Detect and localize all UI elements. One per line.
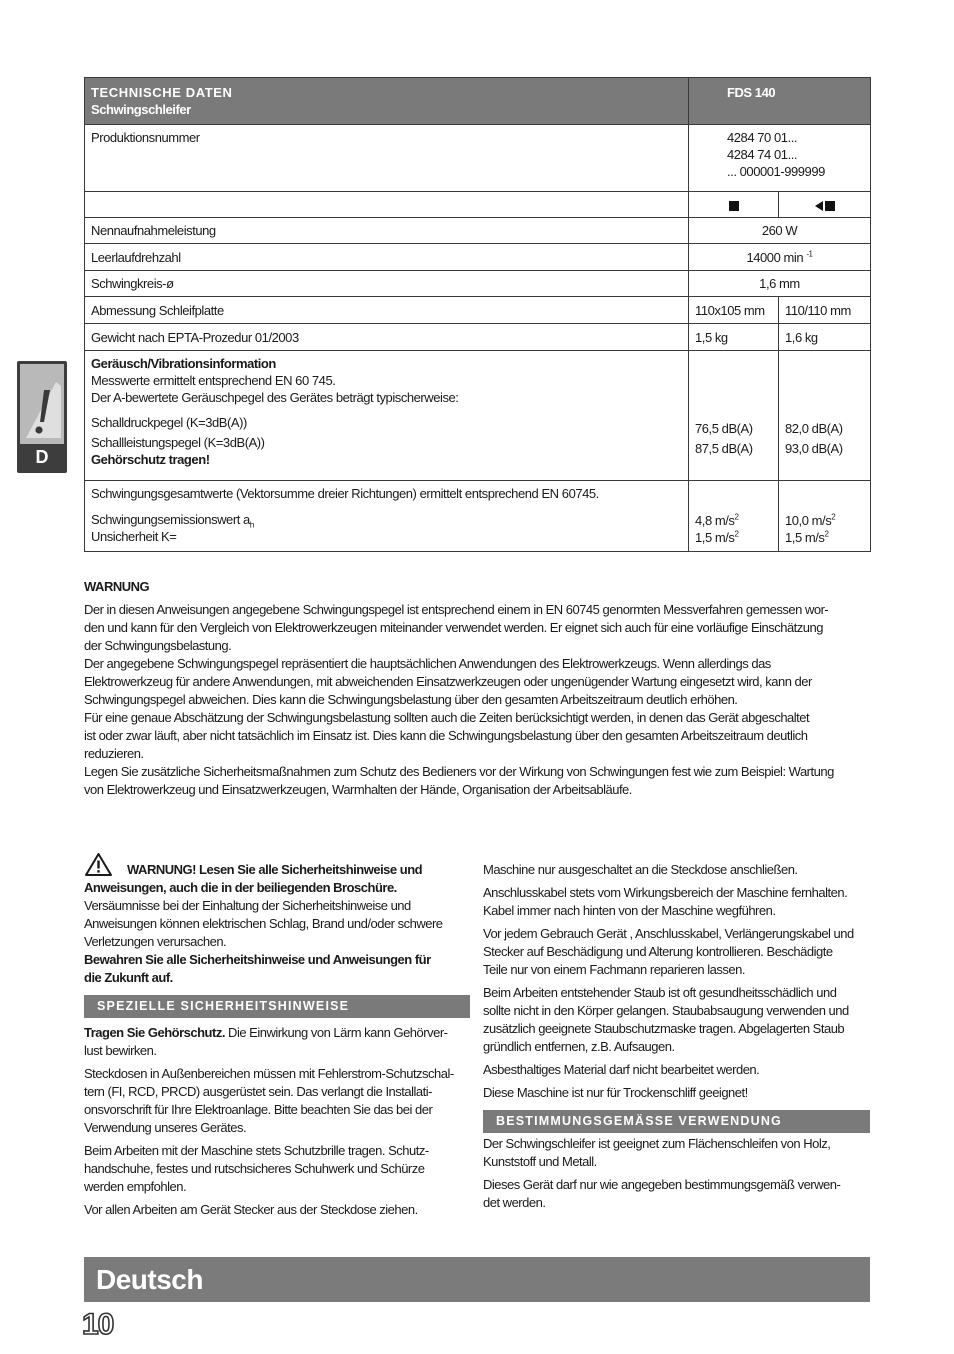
row-value: 1,5 kg — [689, 324, 779, 351]
warning-text: Der in diesen Anweisungen angegebene Schwingungspegel ist entsprechend einem in EN 60745 genormten Messverfahren gemessen wor- — [84, 602, 829, 617]
safety-warning-text: Verletzungen verursachen. — [84, 934, 227, 949]
paragraph-line: Anschlusskabel stets vom Wirkungsbereich der Maschine fernhalten. — [483, 885, 848, 900]
paragraph-line: Dieses Gerät darf nur wie angegeben bestimmungsgemäß verwen- — [483, 1177, 841, 1192]
noise-value: 76,5 dB(A) — [695, 421, 753, 436]
spec-table-subtitle: Schwingschleifer — [91, 102, 191, 117]
row-label: Leerlaufdrehzahl — [85, 244, 689, 271]
warning-heading: WARNUNG — [84, 579, 150, 594]
warning-text: Der angegebene Schwingungspegel repräsentiert die hauptsächlichen Anwendungen des Elektrowerkzeugs. Wenn allerdings das — [84, 656, 771, 671]
vibration-emission-label: Schwingungsemissionswert $a_h$ — [91, 512, 254, 530]
vibration-warning — [84, 578, 874, 799]
vibration-value: 10,0 $m/s^2$ — [785, 512, 836, 528]
warning-triangle-icon — [84, 852, 113, 877]
warning-text: den und kann für den Vergleich von Elektrowerkzeugen miteinander verwendet werden. Er eignet sich auch für eine vorläufige Einschätzung — [84, 620, 823, 635]
keep-instructions-note: die Zukunft auf. — [84, 970, 173, 985]
exclamation-icon — [20, 364, 64, 444]
paragraph-line: lust bewirken. — [84, 1043, 157, 1058]
noise-pressure-label: Schalldruckpegel (K=3dB(A)) — [91, 415, 247, 430]
table-row — [85, 324, 871, 351]
safety-warning-text: Anweisungen können elektrischen Schlag, Brand und/oder schwere — [84, 916, 443, 931]
unit-exponent: -1 — [806, 249, 813, 259]
paragraph-line: tern (FI, RCD, PRCD) ausgerüstet sein. Das verlangt die Installati- — [84, 1084, 432, 1099]
page-number: 10 — [82, 1308, 114, 1341]
language-letter: D — [35, 447, 49, 467]
left-column — [84, 852, 474, 1219]
section-title-intended-use: BESTIMMUNGSGEMÄSSE VERWENDUNG — [483, 1110, 870, 1133]
row-label: Abmessung Schleifplatte — [85, 297, 689, 324]
square-pad-icon-cell — [689, 192, 779, 218]
vibration-uncertainty-label: Unsicherheit K= — [91, 529, 177, 544]
vibration-value: 4,8 $m/s^2$ — [695, 512, 739, 528]
paragraph-line: handschuhe, festes und rutschsicheres Schuhwerk und Schürze — [84, 1161, 425, 1176]
paragraph-line: Beim Arbeiten entstehender Staub ist oft gesundheitsschädlich und — [483, 985, 837, 1000]
row-value: 1,6 mm — [689, 271, 871, 297]
safety-warning-text: Versäumnisse bei der Einhaltung der Sicherheitshinweise und — [84, 898, 411, 913]
delta-pad-icon-cell — [779, 192, 871, 218]
table-row — [85, 125, 871, 192]
spec-table — [84, 77, 871, 552]
vibration-value: 1,5 $m/s^2$ — [785, 529, 829, 545]
warning-text: von Elektrowerkzeug und Einsatzwerkzeugen, Warmhalten der Hände, Organisation der Arbeitsabläufe. — [84, 782, 632, 797]
right-column — [483, 861, 873, 1212]
table-row — [85, 244, 871, 271]
vibration-value: 1,5 $m/s^2$ — [695, 529, 739, 545]
row-label: Nennaufnahmeleistung — [85, 218, 689, 244]
paragraph-line: onsvorschrift für Ihre Elektroanlage. Bitte beachten Sie das bei der — [84, 1102, 433, 1117]
paragraph-line: Teile nur von einem Fachmann reparieren lassen. — [483, 962, 745, 977]
table-row-noise — [85, 351, 871, 481]
table-row-vibration — [85, 481, 871, 552]
paragraph-line: werden empfohlen. — [84, 1179, 187, 1194]
row-value: 260 W — [689, 218, 871, 244]
paragraph-line: Diese Maschine ist nur für Trockenschliff geeignet! — [483, 1085, 748, 1100]
warning-text: ist oder zwar läuft, aber nicht tatsächlich im Einsatz ist. Dies kann die Schwingungsbelastung über den gesamten Arbeitszeitraum deutlich — [84, 728, 808, 743]
safety-warning-heading: WARNUNG! Lesen Sie alle Sicherheitshinweise und — [127, 862, 423, 877]
square-pad-icon — [825, 201, 835, 211]
noise-heading: Geräusch/Vibrationsinformation — [91, 356, 276, 371]
noise-value: 87,5 dB(A) — [695, 441, 753, 456]
row-label: Gewicht nach EPTA-Prozedur 01/2003 — [85, 324, 689, 351]
production-numbers — [689, 125, 871, 192]
paragraph-line: Der Schwingschleifer ist geeignet zum Flächenschleifen von Holz, — [483, 1136, 831, 1151]
noise-value: 93,0 dB(A) — [785, 441, 843, 456]
warning-text: der Schwingungsbelastung. — [84, 638, 232, 653]
keep-instructions-note: Bewahren Sie alle Sicherheitshinweise und Anweisungen für — [84, 952, 431, 967]
table-row — [85, 192, 871, 218]
safety-warning-heading: Anweisungen, auch die in der beiliegenden Broschüre. — [84, 880, 397, 895]
table-row — [85, 218, 871, 244]
table-row — [85, 271, 871, 297]
row-label: Schwingkreis-ø — [85, 271, 689, 297]
paragraph-line: det werden. — [483, 1195, 546, 1210]
warning-text: reduzieren. — [84, 746, 144, 761]
warning-text: Schwingungspegel abweichen. Dies kann die Schwingungsbelastung über den gesamten Arbeitszeitraum deutlich erhöhen. — [84, 692, 738, 707]
table-row — [85, 297, 871, 324]
noise-line: Messwerte ermittelt entsprechend EN 60 745. — [91, 373, 336, 388]
language-side-tab — [17, 361, 67, 473]
row-value: 110/110 mm — [779, 297, 871, 324]
ear-protection-paragraph: Tragen Sie Gehörschutz. Die Einwirkung von Lärm kann Gehörver- — [84, 1025, 448, 1040]
production-label: Produktionsnummer — [85, 125, 689, 192]
production-number: ... 000001-999999 — [727, 164, 825, 179]
spec-table-header — [85, 78, 871, 125]
paragraph-line: Stecker auf Beschädigung und Alterung kontrollieren. Beschädigte — [483, 944, 833, 959]
warning-text: Elektrowerkzeug für andere Anwendungen, mit abweichenden Einsatzwerkzeugen oder ungenügender Wartung eingesetzt wird, kann der — [84, 674, 812, 689]
spec-table-title: TECHNISCHE DATEN — [91, 85, 233, 100]
paragraph-line: Beim Arbeiten mit der Maschine stets Schutzbrille tragen. Schutz- — [84, 1143, 429, 1158]
language-footer-bar — [84, 1257, 870, 1302]
warning-icon-panel — [20, 364, 64, 444]
paragraph-line: Maschine nur ausgeschaltet an die Steckdose anschließen. — [483, 862, 798, 877]
triangle-icon — [815, 201, 823, 211]
paragraph-line: Steckdosen in Außenbereichen müssen mit Fehlerstrom-Schutzschal- — [84, 1066, 454, 1081]
noise-value: 82,0 dB(A) — [785, 421, 843, 436]
ear-protection-note: Gehörschutz tragen! — [91, 452, 210, 467]
row-value — [689, 244, 871, 271]
row-value: 110x105 mm — [689, 297, 779, 324]
paragraph-line: zusätzlich geeignete Staubschutzmaske tragen. Abgelagerten Staub — [483, 1021, 845, 1036]
paragraph-line: gründlich entfernen, z.B. Aufsaugen. — [483, 1039, 675, 1054]
paragraph-line: Kabel immer nach hinten von der Maschine wegführen. — [483, 903, 776, 918]
section-title-special-safety: SPEZIELLE SICHERHEITSHINWEISE — [84, 995, 470, 1018]
noise-power-label: Schallleistungspegel (K=3dB(A)) — [91, 435, 265, 450]
production-number: 4284 70 01... — [727, 130, 798, 145]
paragraph-line: Kunststoff und Metall. — [483, 1154, 597, 1169]
paragraph-line: Vor jedem Gebrauch Gerät , Anschlusskabel, Verlängerungskabel und — [483, 926, 854, 941]
paragraph-line: Vor allen Arbeiten am Gerät Stecker aus der Steckdose ziehen. — [84, 1202, 418, 1217]
warning-text: Legen Sie zusätzliche Sicherheitsmaßnahmen zum Schutz des Bedieners vor der Wirkung von Schwingungen fest wie zum Beispiel: Wartung — [84, 764, 834, 779]
square-pad-icon — [729, 201, 739, 211]
paragraph-line: Asbesthaltiges Material darf nicht bearbeitet werden. — [483, 1062, 760, 1077]
production-number: 4284 74 01... — [727, 147, 798, 162]
paragraph-line: sollte nicht in den Körper gelangen. Staubabsaugung verwenden und — [483, 1003, 849, 1018]
model-name: FDS 140 — [689, 78, 871, 125]
safety-warning — [84, 852, 474, 987]
vibration-intro: Schwingungsgesamtwerte (Vektorsumme dreier Richtungen) ermittelt entsprechend EN 60745. — [91, 486, 599, 501]
noise-line: Der A-bewertete Geräuschpegel des Gerätes beträgt typischerweise: — [91, 390, 459, 405]
warning-text: Für eine genaue Abschätzung der Schwingungsbelastung sollten auch die Zeiten berücksichtigt werden, in denen das Gerät abgeschaltet — [84, 710, 810, 725]
language-title: Deutsch — [96, 1264, 203, 1295]
row-value: 1,6 kg — [779, 324, 871, 351]
paragraph-line: Verwendung unseres Gerätes. — [84, 1120, 247, 1135]
idle-speed-value: 14000 min — [746, 249, 804, 265]
